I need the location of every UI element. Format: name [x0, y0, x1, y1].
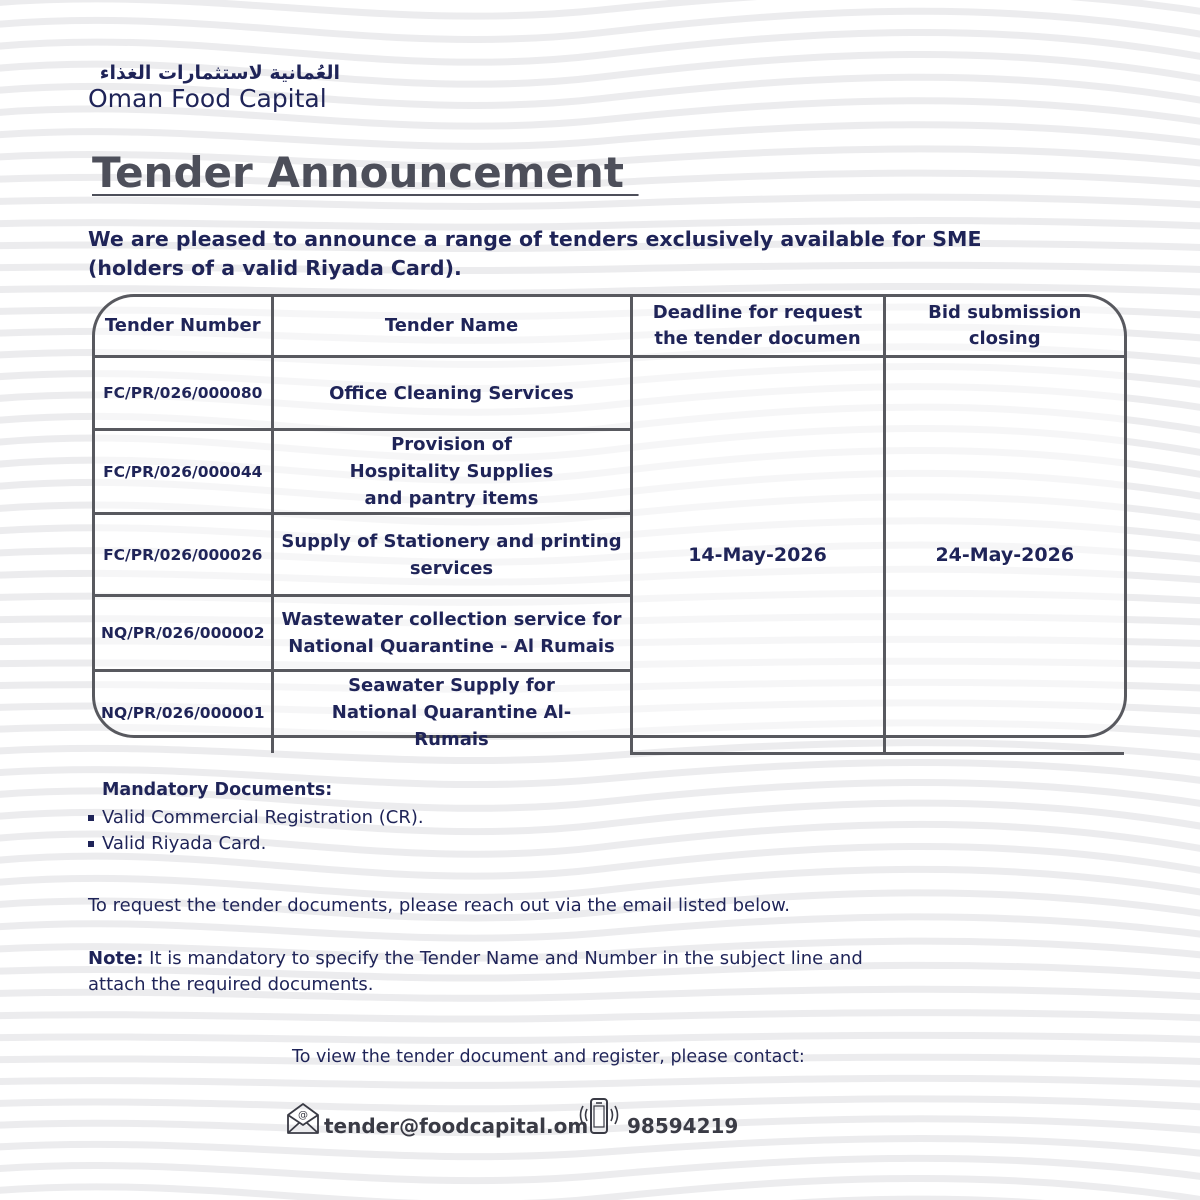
- header-tender-number: Tender Number: [95, 297, 272, 357]
- tender-number-cell: FC/PR/026/000044: [95, 430, 272, 514]
- brand-arabic-name: العُمانية لاستثمارات الغذاء: [99, 62, 340, 84]
- request-instructions: To request the tender documents, please reach out via the email listed below.: [88, 895, 790, 916]
- intro-line-1: We are pleased to announce a range of tenders exclusively available for SME: [88, 227, 982, 251]
- list-item-text: Valid Riyada Card.: [102, 833, 267, 854]
- mandatory-documents-title: Mandatory Documents:: [102, 780, 333, 800]
- page-title: Tender Announcement: [92, 148, 639, 197]
- contact-email[interactable]: tender@foodcapital.om: [324, 1114, 589, 1138]
- tender-number-cell: NQ/PR/026/000001: [95, 671, 272, 754]
- list-item: [88, 831, 424, 857]
- header-tender-name: Tender Name: [272, 297, 631, 357]
- header-bid-closing: Bid submission closing: [884, 297, 1124, 357]
- deadline-date-cell: 14-May-2026: [631, 357, 884, 754]
- note-paragraph: [88, 946, 908, 998]
- note-label: Note:: [88, 948, 144, 969]
- bullet-icon: [88, 815, 94, 821]
- tender-number-cell: FC/PR/026/000026: [95, 514, 272, 596]
- intro-text: [88, 225, 988, 283]
- header-deadline: Deadline for request the tender documen: [631, 297, 884, 357]
- closing-date-cell: 24-May-2026: [884, 357, 1124, 754]
- note-text: It is mandatory to specify the Tender Name and Number in the subject line and attach the required documents.: [88, 948, 863, 995]
- mandatory-documents-list: [88, 805, 424, 857]
- tender-name-cell: Office Cleaning Services: [272, 357, 631, 430]
- email-at-icon: [286, 1101, 320, 1135]
- mobile-phone-icon: [578, 1097, 620, 1137]
- tender-table: [95, 297, 1124, 755]
- bullet-icon: [88, 841, 94, 847]
- tender-name-cell: Provision of Hospitality Supplies and pantry items: [272, 430, 631, 514]
- tender-name-cell: Seawater Supply for National Quarantine Al-Rumais: [272, 671, 631, 754]
- tender-name-cell: Wastewater collection service for National Quarantine - Al Rumais: [272, 596, 631, 671]
- contact-instructions: To view the tender document and register, please contact:: [292, 1047, 805, 1067]
- tender-name-cell: Supply of Stationery and printing services: [272, 514, 631, 596]
- list-item: [88, 805, 424, 831]
- table-row: [95, 357, 1124, 430]
- svg-text:@: @: [298, 1110, 308, 1121]
- tender-number-cell: FC/PR/026/000080: [95, 357, 272, 430]
- table-header-row: [95, 297, 1124, 357]
- brand-english-name: Oman Food Capital: [88, 84, 327, 113]
- contact-phone[interactable]: 98594219: [627, 1114, 739, 1138]
- tender-number-cell: NQ/PR/026/000002: [95, 596, 272, 671]
- tender-table-frame: [92, 294, 1127, 750]
- list-item-text: Valid Commercial Registration (CR).: [102, 807, 424, 828]
- intro-line-2: (holders of a valid Riyada Card).: [88, 256, 462, 280]
